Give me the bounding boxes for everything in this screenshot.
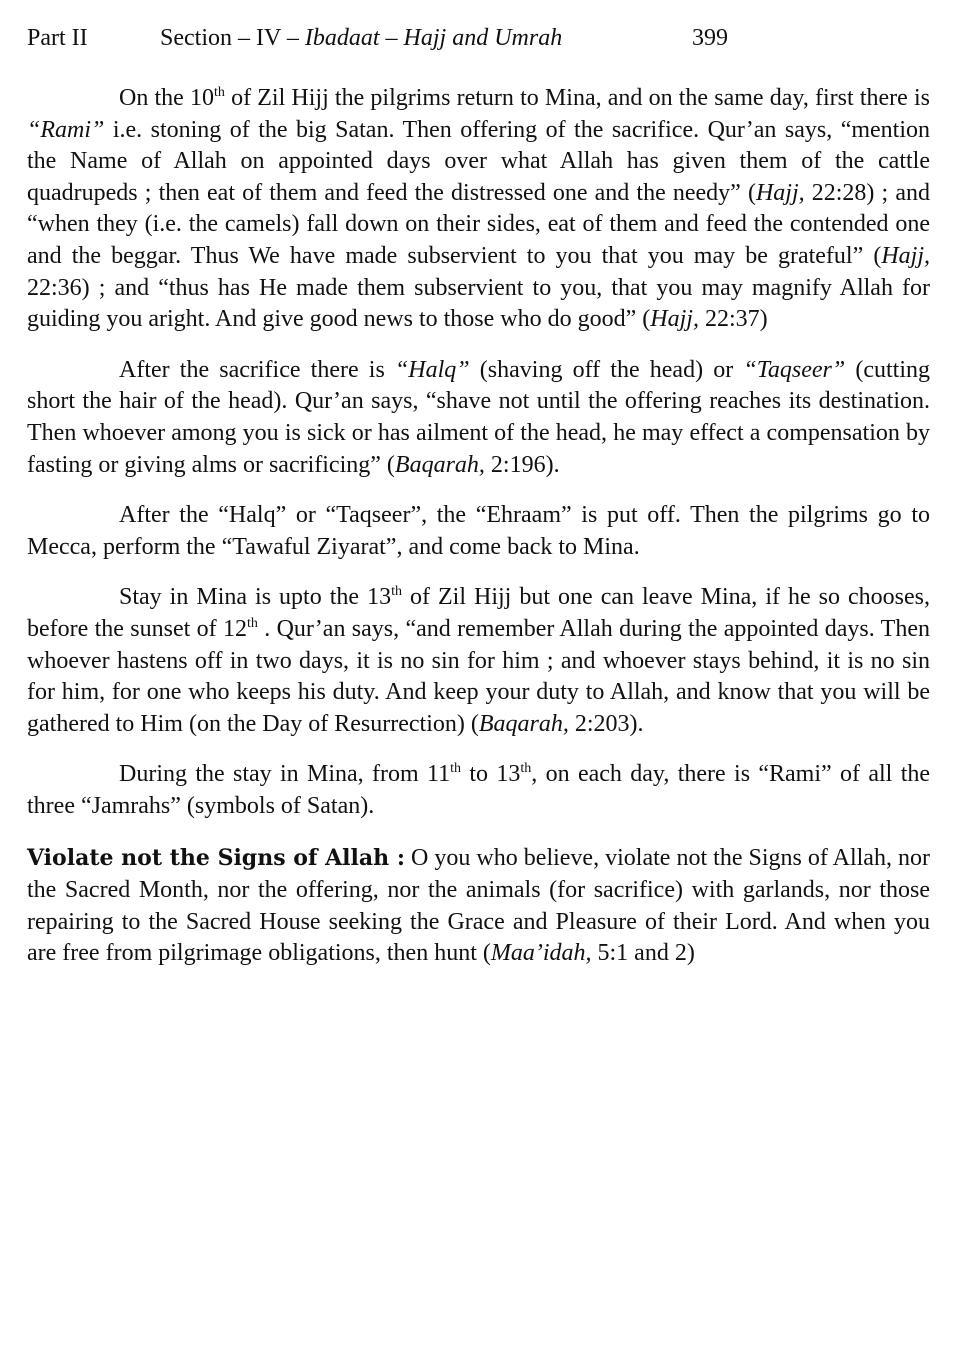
term-taqseer: “Taqseer” <box>743 356 846 383</box>
paragraph-halq <box>27 355 930 481</box>
document-page <box>27 20 930 970</box>
citation-ref: Hajj, <box>755 179 805 206</box>
text-run: 22:37) <box>698 306 768 333</box>
header-part: Part II <box>27 25 88 51</box>
header-section-prefix: Section – IV – <box>160 25 305 51</box>
superscript: th <box>450 761 462 777</box>
paragraph-violate-not <box>27 843 930 969</box>
text-run: Stay in Mina is upto the 13 <box>119 584 392 611</box>
text-run: 2:203). <box>568 710 644 737</box>
text-run: After the “Halq” or “Taqseer”, the “Ehraam” is put off. Then the pilgrims go to Mecca, perform the “Tawaful Ziyarat”, and come back to Mina. <box>27 502 930 560</box>
header-section-title: Ibadaat – Hajj and Umrah <box>304 25 563 51</box>
paragraph-stay-in-mina <box>27 582 930 740</box>
citation-ref: Baqarah, <box>478 710 569 737</box>
term-rami: “Rami” <box>27 116 105 143</box>
citation-ref: Maa’idah, <box>490 940 592 967</box>
text-run: i.e. stoning of the big Satan. Then offering of the sacrifice. Qur’an says, “mention the Name of Allah on appointed days over what Allah has given them of the cattle quadrupeds ; then eat of them and feed the distressed one and the needy” ( <box>27 116 930 206</box>
text-run: On the 10 <box>119 85 215 111</box>
citation-ref: Baqarah, <box>394 451 485 478</box>
superscript: th <box>214 85 225 100</box>
text-run: . Qur’an says, “and remember Allah during the appointed days. Then whoever hastens off in two days, it is no sin for him ; and whoever stays behind, it is no sin for him, for one who keeps his duty. And keep your duty to Allah, and know that you will be gathered to Him (on the Day of Resurrection) ( <box>27 615 930 737</box>
page-number: 399 <box>692 25 728 51</box>
paragraph-jamrahs <box>27 759 930 822</box>
superscript: th <box>520 761 532 777</box>
text-run: After the sacrifice there is <box>119 356 395 383</box>
text-run: 5:1 and 2) <box>591 940 695 967</box>
text-run: O you who believe, violate not the Signs of Allah, nor the Sacred Month, nor the offering, nor the animals (for sacrifice) with garlands, nor those repairing to the Sacred House seeking the Grace and Pleasure of their Lord. And when you are free from pilgrimage obligations, then hunt ( <box>27 845 930 967</box>
text-run: of Zil Hijj but one can leave Mina, if he so chooses, before the sunset of 12 <box>27 584 930 642</box>
text-run: (cutting short the hair of the head). Qur’an says, “shave not until the offering reaches its destination. Then whoever among you is sick or has ailment of the head, he may effect a compensation by fasting or giving alms or sacrificing” ( <box>27 356 931 478</box>
superscript: th <box>247 615 258 631</box>
text-run: to 13 <box>461 761 521 788</box>
header-section <box>160 20 562 56</box>
paragraph-tenth-day <box>27 83 930 336</box>
citation-ref: Hajj, <box>881 242 930 269</box>
text-run: (shaving off the head) or <box>469 356 744 383</box>
text-run: 22:36) ; and “thus has He made them subservient to you, that you may magnify Allah for guiding you aright. And give good news to those who do good” ( <box>27 274 930 333</box>
text-run: , on each day, there is “Rami” of all the three “Jamrahs” (symbols of Satan). <box>27 761 931 819</box>
paragraph-ehraam <box>27 500 930 563</box>
bold-heading-lead: Violate not the Signs of Allah : <box>27 845 405 872</box>
text-run: 22:28) ; and “when they (i.e. the camels) fall down on their sides, eat of them and feed the contended one and the beggar. Thus We have made subservient to you that you may be grateful” ( <box>27 179 931 269</box>
running-header <box>27 20 930 56</box>
text-run: During the stay in Mina, from 11 <box>119 761 451 788</box>
superscript: th <box>391 584 402 600</box>
text-run: of Zil Hijj the pilgrims return to Mina, and on the same day, first there is <box>224 85 931 111</box>
citation-ref: Hajj, <box>650 306 699 333</box>
term-halq: “Halq” <box>394 356 470 383</box>
text-run: 2:196). <box>484 451 560 478</box>
